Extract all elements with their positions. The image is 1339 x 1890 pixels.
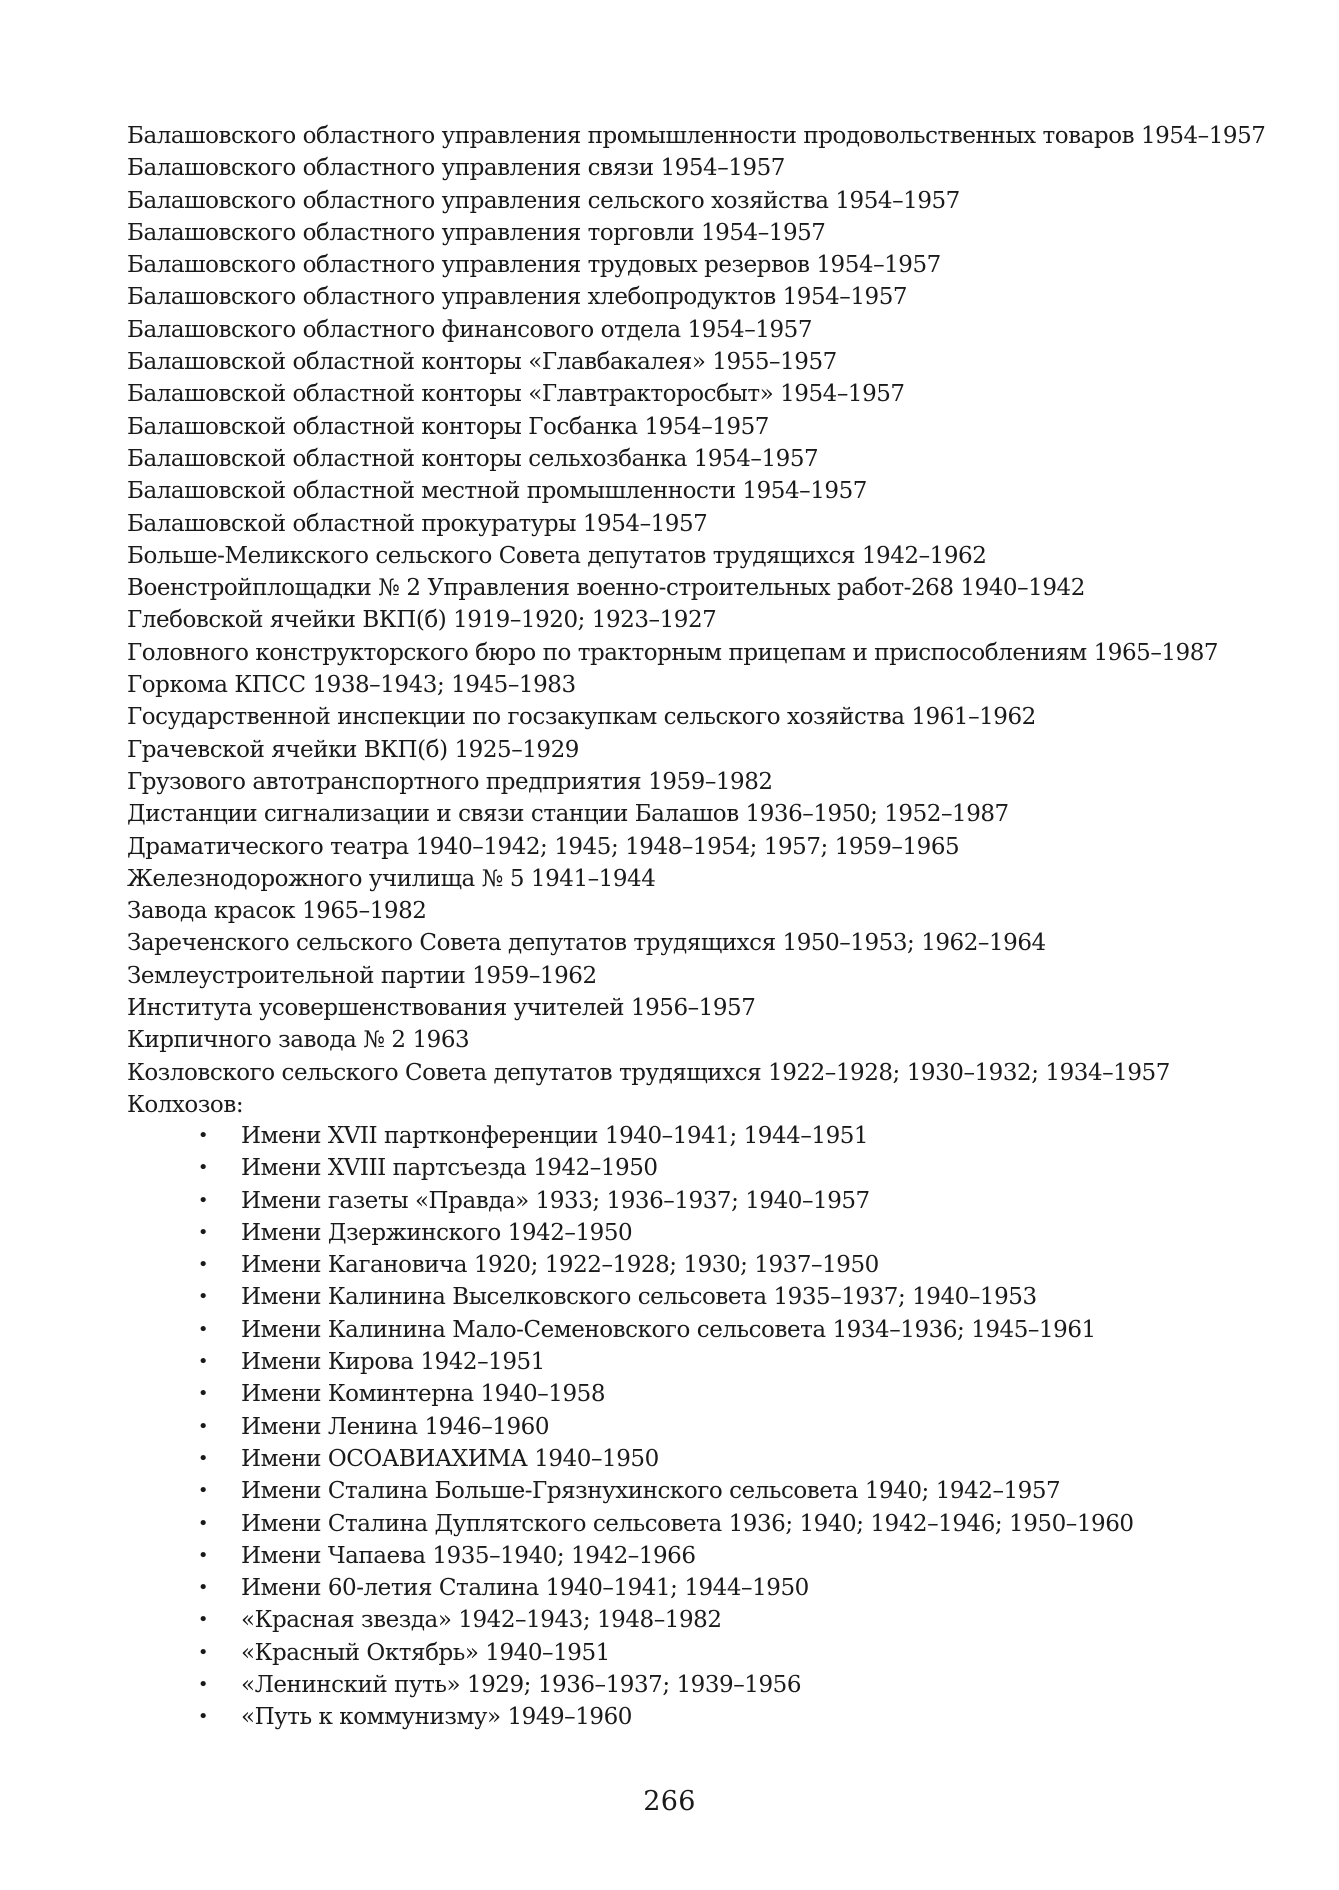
bullet-icon: • bbox=[197, 1318, 209, 1340]
kolkhoz-item bbox=[127, 1314, 1134, 1346]
fund-entry: Балашовского областного управления торговли 1954–1957 bbox=[127, 219, 826, 246]
fund-entry: Железнодорожного училища № 5 1941–1944 bbox=[127, 865, 656, 892]
bullet-icon: • bbox=[197, 1480, 209, 1502]
bullet-icon: • bbox=[197, 1221, 209, 1243]
kolkhoz-item-text: Имени газеты «Правда» 1933; 1936–1937; 1940–1957 bbox=[241, 1187, 870, 1214]
kolkhoz-item bbox=[127, 1508, 1134, 1540]
fund-entry: Балашовской областной конторы «Главтракторосбыт» 1954–1957 bbox=[127, 381, 905, 408]
bullet-icon: • bbox=[197, 1351, 209, 1373]
kolkhoz-item bbox=[127, 1185, 1134, 1217]
bullet-icon: • bbox=[197, 1415, 209, 1437]
kolkhoz-item bbox=[127, 1443, 1134, 1475]
page-number: 266 bbox=[643, 1786, 696, 1817]
bullet-icon: • bbox=[197, 1706, 209, 1728]
fund-entry: Военстройплощадки № 2 Управления военно-строительных работ-268 1940–1942 bbox=[127, 575, 1085, 602]
kolkhoz-item bbox=[127, 1572, 1134, 1604]
bullet-icon: • bbox=[197, 1544, 209, 1566]
kolkhoz-item-text: Имени XVIII партсъезда 1942–1950 bbox=[241, 1155, 658, 1182]
fund-entry: Драматического театра 1940–1942; 1945; 1948–1954; 1957; 1959–1965 bbox=[127, 833, 960, 860]
kolkhoz-item-text: Имени ОСОАВИАХИМА 1940–1950 bbox=[241, 1445, 659, 1472]
fund-entry: Балашовской областной конторы сельхозбанка 1954–1957 bbox=[127, 445, 819, 472]
kolkhoz-item-text: Имени Ленина 1946–1960 bbox=[241, 1413, 550, 1440]
kolkhoz-item-text: «Красный Октябрь» 1940–1951 bbox=[241, 1639, 610, 1666]
kolkhoz-item-text: Имени Сталина Больше-Грязнухинского сельсовета 1940; 1942–1957 bbox=[241, 1478, 1061, 1505]
fund-entry: Зареченского сельского Совета депутатов трудящихся 1950–1953; 1962–1964 bbox=[127, 930, 1046, 957]
kolkhoz-item bbox=[127, 1281, 1134, 1313]
bullet-icon: • bbox=[197, 1512, 209, 1534]
fund-entry: Дистанции сигнализации и связи станции Балашов 1936–1950; 1952–1987 bbox=[127, 801, 1009, 828]
bullet-icon: • bbox=[197, 1609, 209, 1631]
kolkhoz-item-text: Имени Чапаева 1935–1940; 1942–1966 bbox=[241, 1542, 696, 1569]
kolkhoz-item bbox=[127, 1701, 1134, 1733]
fund-entry: Грузового автотранспортного предприятия 1959–1982 bbox=[127, 768, 773, 795]
fund-entry: Балашовского областного управления связи 1954–1957 bbox=[127, 155, 785, 182]
kolkhoz-item bbox=[127, 1540, 1134, 1572]
kolkhoz-item-text: Имени Калинина Мало-Семеновского сельсовета 1934–1936; 1945–1961 bbox=[241, 1316, 1096, 1343]
fund-entry: Государственной инспекции по госзакупкам сельского хозяйства 1961–1962 bbox=[127, 704, 1036, 731]
fund-entry: Горкома КПСС 1938–1943; 1945–1983 bbox=[127, 672, 576, 699]
kolkhoz-item-text: Имени 60-летия Сталина 1940–1941; 1944–1950 bbox=[241, 1575, 809, 1602]
bullet-icon: • bbox=[197, 1641, 209, 1663]
kolkhoz-item bbox=[127, 1217, 1134, 1249]
fund-entry: Балашовского областного финансового отдела 1954–1957 bbox=[127, 316, 813, 343]
kolkhoz-item bbox=[127, 1411, 1134, 1443]
kolkhoz-item bbox=[127, 1378, 1134, 1410]
bullet-icon: • bbox=[197, 1254, 209, 1276]
bullet-icon: • bbox=[197, 1447, 209, 1469]
bullet-icon: • bbox=[197, 1674, 209, 1696]
bullet-icon: • bbox=[197, 1577, 209, 1599]
bullet-icon: • bbox=[197, 1383, 209, 1405]
kolkhoz-item-text: «Путь к коммунизму» 1949–1960 bbox=[241, 1704, 632, 1731]
fund-entry: Землеустроительной партии 1959–1962 bbox=[127, 962, 597, 989]
kolkhoz-item-text: Имени Кирова 1942–1951 bbox=[241, 1349, 545, 1376]
kolkhoz-item-text: Имени Кагановича 1920; 1922–1928; 1930; 1937–1950 bbox=[241, 1252, 879, 1279]
fund-entry: Балашовской областной местной промышленности 1954–1957 bbox=[127, 478, 867, 505]
fund-entry: Балашовского областного управления промышленности продовольственных товаров 1954–1957 bbox=[127, 123, 1266, 149]
kolkhoz-item bbox=[127, 1120, 1134, 1152]
fund-entry: Больше-Меликского сельского Совета депутатов трудящихся 1942–1962 bbox=[127, 542, 987, 569]
fund-entry: Балашовской областной конторы «Главбакалея» 1955–1957 bbox=[127, 349, 837, 376]
bullet-icon: • bbox=[197, 1125, 209, 1146]
kolkhoz-item-text: Имени XVII партконференции 1940–1941; 1944–1951 bbox=[241, 1123, 869, 1149]
fund-entry: Козловского сельского Совета депутатов трудящихся 1922–1928; 1930–1932; 1934–1957 bbox=[127, 1059, 1170, 1086]
bullet-icon: • bbox=[197, 1286, 209, 1308]
fund-entry: Балашовской областной конторы Госбанка 1954–1957 bbox=[127, 413, 769, 440]
kolkhozy-list bbox=[127, 1120, 1134, 1734]
kolkhozy-heading: Колхозов: bbox=[127, 1091, 244, 1118]
fund-entry: Кирпичного завода № 2 1963 bbox=[127, 1027, 470, 1054]
kolkhoz-item bbox=[127, 1346, 1134, 1378]
fund-entry: Балашовской областной прокуратуры 1954–1957 bbox=[127, 510, 708, 537]
bullet-icon: • bbox=[197, 1189, 209, 1211]
kolkhoz-item bbox=[127, 1152, 1134, 1184]
kolkhoz-item-text: Имени Коминтерна 1940–1958 bbox=[241, 1381, 606, 1408]
kolkhoz-item-text: «Красная звезда» 1942–1943; 1948–1982 bbox=[241, 1607, 722, 1634]
fund-entry: Института усовершенствования учителей 1956–1957 bbox=[127, 995, 756, 1022]
kolkhoz-item-text: Имени Сталина Дуплятского сельсовета 1936; 1940; 1942–1946; 1950–1960 bbox=[241, 1510, 1134, 1537]
bullet-icon: • bbox=[197, 1157, 209, 1179]
fund-entry: Завода красок 1965–1982 bbox=[127, 898, 427, 925]
kolkhoz-item bbox=[127, 1249, 1134, 1281]
fund-entry: Балашовского областного управления трудовых резервов 1954–1957 bbox=[127, 252, 941, 279]
kolkhoz-item-text: «Ленинский путь» 1929; 1936–1937; 1939–1956 bbox=[241, 1672, 802, 1699]
fund-entry: Глебовской ячейки ВКП(б) 1919–1920; 1923–1927 bbox=[127, 607, 717, 634]
kolkhoz-item bbox=[127, 1475, 1134, 1507]
fund-entry: Грачевской ячейки ВКП(б) 1925–1929 bbox=[127, 736, 579, 763]
fund-entry: Балашовского областного управления сельского хозяйства 1954–1957 bbox=[127, 187, 960, 214]
kolkhoz-item bbox=[127, 1637, 1134, 1669]
kolkhoz-item bbox=[127, 1604, 1134, 1636]
kolkhoz-item-text: Имени Калинина Выселковского сельсовета 1935–1937; 1940–1953 bbox=[241, 1284, 1037, 1311]
kolkhoz-item-text: Имени Дзержинского 1942–1950 bbox=[241, 1219, 633, 1246]
fund-list bbox=[127, 120, 1266, 1121]
kolkhoz-item bbox=[127, 1669, 1134, 1701]
fund-entry: Балашовского областного управления хлебопродуктов 1954–1957 bbox=[127, 284, 908, 311]
fund-entry: Головного конструкторского бюро по тракторным прицепам и приспособлениям 1965–1987 bbox=[127, 639, 1219, 666]
